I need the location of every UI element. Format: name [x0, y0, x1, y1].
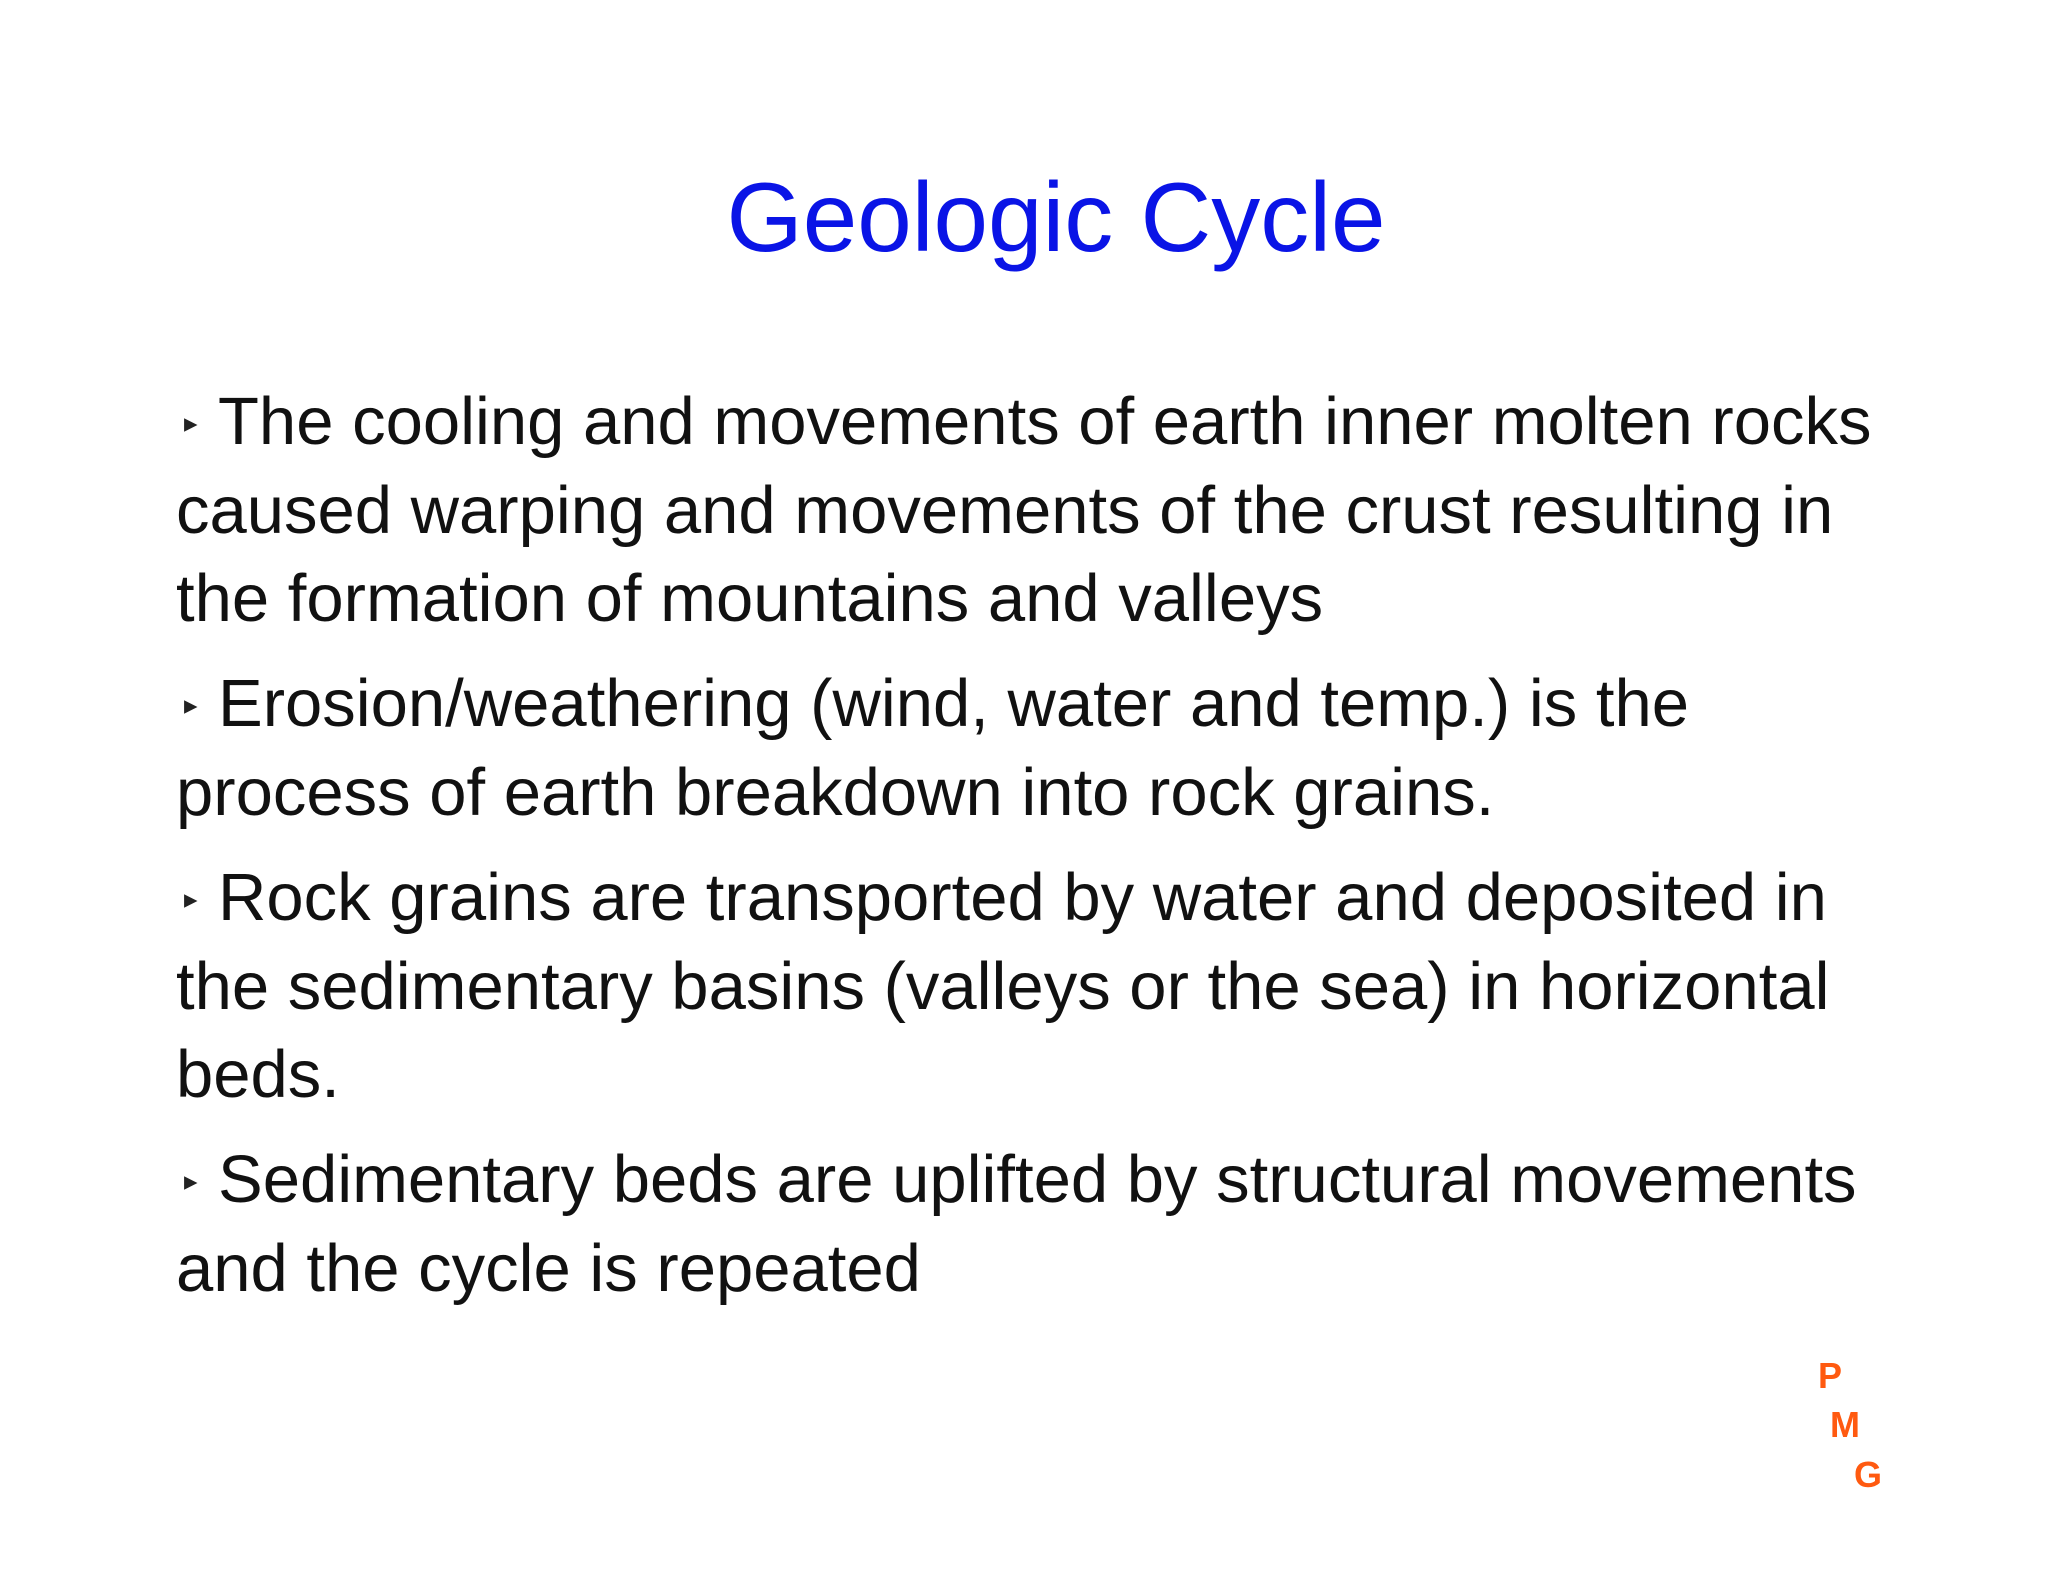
bullet-arrow-icon: ▸ [184, 884, 198, 914]
bullet-text: Sedimentary beds are uplifted by structural movements and the cycle is repeated [176, 1142, 1857, 1306]
bullet-item [176, 378, 1936, 643]
bullet-arrow-icon: ▸ [184, 690, 198, 720]
bullet-text: Erosion/weathering (wind, water and temp.) is the process of earth breakdown into rock grains. [176, 666, 1689, 830]
bullet-item [176, 660, 1936, 837]
logo-letter-p: P [1818, 1355, 1843, 1396]
bullet-list [176, 378, 1936, 1330]
bullet-item [176, 854, 1936, 1119]
slide-title: Geologic Cycle [726, 162, 1386, 272]
bullet-text: The cooling and movements of earth inner molten rocks caused warping and movements of the crust resulting in the formation of mountains and valleys [176, 384, 1872, 636]
logo-letter-m: M [1830, 1404, 1860, 1445]
bullet-arrow-icon: ▸ [184, 1166, 198, 1196]
bullet-arrow-icon: ▸ [184, 408, 198, 438]
bullet-item [176, 1136, 1936, 1313]
pmg-logo [1818, 1356, 1898, 1506]
logo-letter-g: G [1854, 1454, 1883, 1495]
bullet-text: Rock grains are transported by water and deposited in the sedimentary basins (valleys or the sea) in horizontal beds. [176, 860, 1830, 1112]
